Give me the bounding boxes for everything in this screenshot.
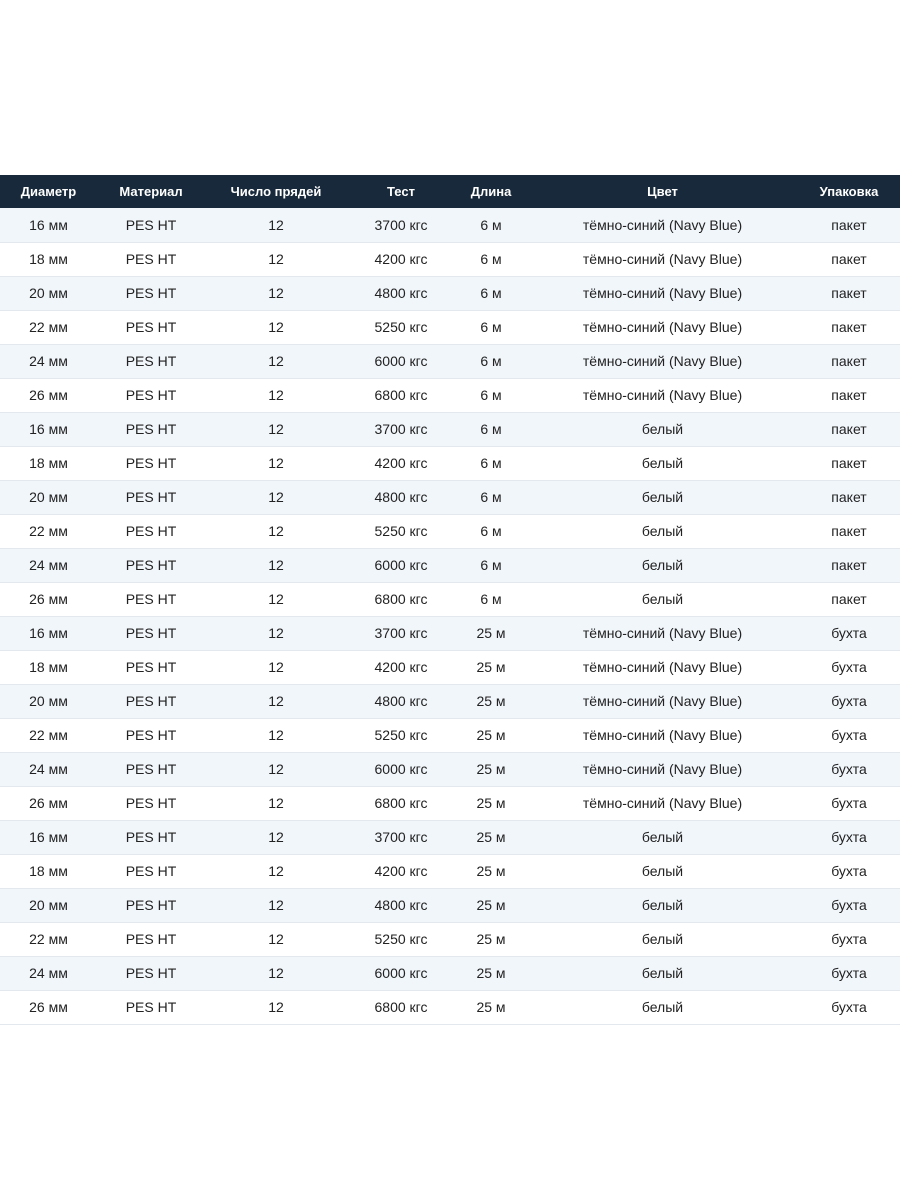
cell-packaging: бухта [831,795,867,811]
cell-packaging: бухта [831,863,867,879]
cell-material: PES HT [125,216,177,233]
cell-strands: 12 [268,693,284,709]
cell-test: 5250 кгс [374,523,428,539]
cell-packaging: бухта [831,659,867,675]
header-strands: Число прядей [230,184,322,199]
cell-test: 5250 кгс [374,727,428,743]
table-row [0,582,900,616]
cell-test: 6800 кгс [374,387,428,403]
cell-test: 3700 кгс [374,625,428,641]
cell-length: 6 м [480,557,502,573]
cell-diameter: 18 мм [29,659,68,675]
table-row [0,854,900,888]
cell-packaging: пакет [831,319,867,335]
cell-color: белый [641,965,684,981]
cell-test: 4800 кгс [374,489,428,505]
table-row [0,378,900,412]
cell-strands: 12 [268,829,284,845]
cell-diameter: 26 мм [29,795,68,811]
cell-length: 6 м [480,285,502,301]
header-diameter: Диаметр [20,184,77,199]
cell-material: PES HT [125,727,177,743]
cell-length: 25 м [476,727,506,743]
cell-strands: 12 [268,216,284,233]
cell-strands: 12 [268,965,284,981]
cell-color: тёмно-синий (Navy Blue) [582,387,743,403]
cell-diameter: 22 мм [29,931,68,947]
cell-length: 6 м [480,216,502,233]
cell-packaging: бухта [831,999,867,1015]
cell-packaging: пакет [831,455,867,471]
cell-diameter: 20 мм [29,693,68,709]
cell-length: 6 м [480,455,502,471]
cell-color: белый [641,455,684,471]
cell-diameter: 20 мм [29,489,68,505]
cell-packaging: бухта [831,761,867,777]
cell-color: тёмно-синий (Navy Blue) [582,251,743,267]
cell-color: белый [641,421,684,437]
cell-packaging: пакет [831,353,867,369]
cell-test: 6000 кгс [374,557,428,573]
cell-test: 4200 кгс [374,455,428,471]
cell-strands: 12 [268,421,284,437]
cell-test: 4200 кгс [374,659,428,675]
cell-packaging: бухта [831,931,867,947]
rope-spec-table [0,175,900,1025]
table-row [0,752,900,786]
table-body [0,208,900,1024]
cell-material: PES HT [125,965,177,981]
cell-test: 6000 кгс [374,965,428,981]
cell-color: тёмно-синий (Navy Blue) [582,659,743,675]
cell-color: белый [641,523,684,539]
cell-strands: 12 [268,387,284,403]
table-row [0,310,900,344]
table-row [0,548,900,582]
table-row [0,718,900,752]
cell-diameter: 22 мм [29,319,68,335]
cell-strands: 12 [268,931,284,947]
cell-diameter: 26 мм [29,999,68,1015]
cell-length: 25 м [476,659,506,675]
table-row [0,208,900,242]
table-row [0,684,900,718]
cell-packaging: пакет [831,591,867,607]
cell-color: тёмно-синий (Navy Blue) [582,319,743,335]
cell-diameter: 22 мм [29,727,68,743]
cell-length: 25 м [476,795,506,811]
table-row [0,480,900,514]
cell-strands: 12 [268,557,284,573]
cell-strands: 12 [268,319,284,335]
cell-material: PES HT [125,897,177,913]
cell-length: 25 м [476,693,506,709]
cell-strands: 12 [268,863,284,879]
cell-length: 6 м [480,523,502,539]
cell-test: 6800 кгс [374,795,428,811]
cell-strands: 12 [268,999,284,1015]
cell-packaging: бухта [831,625,867,641]
cell-strands: 12 [268,727,284,743]
cell-diameter: 18 мм [29,863,68,879]
cell-packaging: бухта [831,897,867,913]
header-row [0,175,900,208]
cell-material: PES HT [125,523,177,539]
cell-diameter: 16 мм [29,216,68,233]
cell-material: PES HT [125,285,177,301]
cell-color: тёмно-синий (Navy Blue) [582,625,743,641]
cell-packaging: бухта [831,693,867,709]
cell-test: 4200 кгс [374,251,428,267]
cell-test: 6800 кгс [374,999,428,1015]
cell-strands: 12 [268,285,284,301]
cell-diameter: 24 мм [29,557,68,573]
cell-diameter: 16 мм [29,625,68,641]
cell-test: 3700 кгс [374,421,428,437]
cell-color: белый [641,829,684,845]
table-row [0,650,900,684]
cell-color: белый [641,489,684,505]
cell-test: 3700 кгс [374,216,428,233]
cell-material: PES HT [125,693,177,709]
cell-length: 25 м [476,897,506,913]
cell-diameter: 18 мм [29,455,68,471]
table-row [0,786,900,820]
cell-packaging: бухта [831,829,867,845]
cell-material: PES HT [125,421,177,437]
cell-diameter: 22 мм [29,523,68,539]
cell-color: тёмно-синий (Navy Blue) [582,285,743,301]
cell-strands: 12 [268,761,284,777]
table-row [0,820,900,854]
cell-strands: 12 [268,523,284,539]
spec-table-container [0,175,900,1025]
cell-packaging: пакет [831,285,867,301]
cell-length: 6 м [480,421,502,437]
header-packaging: Упаковка [819,184,879,199]
cell-strands: 12 [268,251,284,267]
cell-strands: 12 [268,455,284,471]
cell-length: 25 м [476,761,506,777]
cell-material: PES HT [125,863,177,879]
cell-length: 25 м [476,931,506,947]
cell-length: 6 м [480,489,502,505]
cell-strands: 12 [268,795,284,811]
cell-strands: 12 [268,625,284,641]
cell-diameter: 26 мм [29,387,68,403]
cell-material: PES HT [125,659,177,675]
cell-color: белый [641,863,684,879]
cell-packaging: пакет [831,216,867,233]
table-row [0,922,900,956]
cell-material: PES HT [125,319,177,335]
cell-packaging: пакет [831,251,867,267]
cell-color: белый [641,557,684,573]
cell-test: 6000 кгс [374,353,428,369]
cell-length: 6 м [480,591,502,607]
cell-diameter: 24 мм [29,353,68,369]
cell-material: PES HT [125,557,177,573]
cell-color: тёмно-синий (Navy Blue) [582,795,743,811]
cell-material: PES HT [125,999,177,1015]
header-length: Длина [470,184,512,199]
cell-strands: 12 [268,489,284,505]
cell-packaging: пакет [831,387,867,403]
cell-test: 6000 кгс [374,761,428,777]
table-row [0,242,900,276]
cell-length: 6 м [480,319,502,335]
cell-length: 6 м [480,251,502,267]
cell-diameter: 26 мм [29,591,68,607]
cell-material: PES HT [125,931,177,947]
cell-strands: 12 [268,897,284,913]
cell-length: 25 м [476,863,506,879]
cell-material: PES HT [125,795,177,811]
cell-material: PES HT [125,625,177,641]
cell-test: 6800 кгс [374,591,428,607]
cell-strands: 12 [268,659,284,675]
cell-diameter: 24 мм [29,965,68,981]
cell-material: PES HT [125,353,177,369]
table-row [0,888,900,922]
cell-color: тёмно-синий (Navy Blue) [582,693,743,709]
cell-color: белый [641,591,684,607]
cell-material: PES HT [125,489,177,505]
cell-length: 6 м [480,353,502,369]
cell-test: 4200 кгс [374,863,428,879]
cell-diameter: 20 мм [29,285,68,301]
cell-diameter: 16 мм [29,421,68,437]
cell-material: PES HT [125,251,177,267]
table-row [0,412,900,446]
cell-packaging: пакет [831,557,867,573]
table-row [0,514,900,548]
cell-test: 5250 кгс [374,319,428,335]
cell-diameter: 20 мм [29,897,68,913]
cell-packaging: пакет [831,421,867,437]
cell-diameter: 24 мм [29,761,68,777]
table-row [0,956,900,990]
header-color: Цвет [647,184,678,199]
cell-color: тёмно-синий (Navy Blue) [582,761,743,777]
cell-length: 25 м [476,829,506,845]
cell-material: PES HT [125,387,177,403]
cell-color: тёмно-синий (Navy Blue) [582,353,743,369]
cell-length: 6 м [480,387,502,403]
table-row [0,446,900,480]
cell-test: 4800 кгс [374,285,428,301]
table-row [0,276,900,310]
cell-test: 3700 кгс [374,829,428,845]
cell-packaging: пакет [831,523,867,539]
cell-color: белый [641,999,684,1015]
cell-color: белый [641,897,684,913]
cell-material: PES HT [125,591,177,607]
table-row [0,344,900,378]
cell-color: белый [641,931,684,947]
cell-material: PES HT [125,761,177,777]
cell-length: 25 м [476,965,506,981]
cell-diameter: 16 мм [29,829,68,845]
cell-test: 4800 кгс [374,897,428,913]
table-row [0,990,900,1024]
table-row [0,616,900,650]
cell-strands: 12 [268,591,284,607]
cell-packaging: бухта [831,965,867,981]
cell-length: 25 м [476,999,506,1015]
cell-color: тёмно-синий (Navy Blue) [582,727,743,743]
cell-length: 25 м [476,625,506,641]
cell-material: PES HT [125,829,177,845]
header-material: Материал [119,184,183,199]
cell-material: PES HT [125,455,177,471]
cell-test: 5250 кгс [374,931,428,947]
header-test: Тест [387,184,415,199]
table-header [0,175,900,208]
cell-packaging: пакет [831,489,867,505]
cell-diameter: 18 мм [29,251,68,267]
cell-packaging: бухта [831,727,867,743]
cell-strands: 12 [268,353,284,369]
cell-color: тёмно-синий (Navy Blue) [582,216,743,233]
cell-test: 4800 кгс [374,693,428,709]
